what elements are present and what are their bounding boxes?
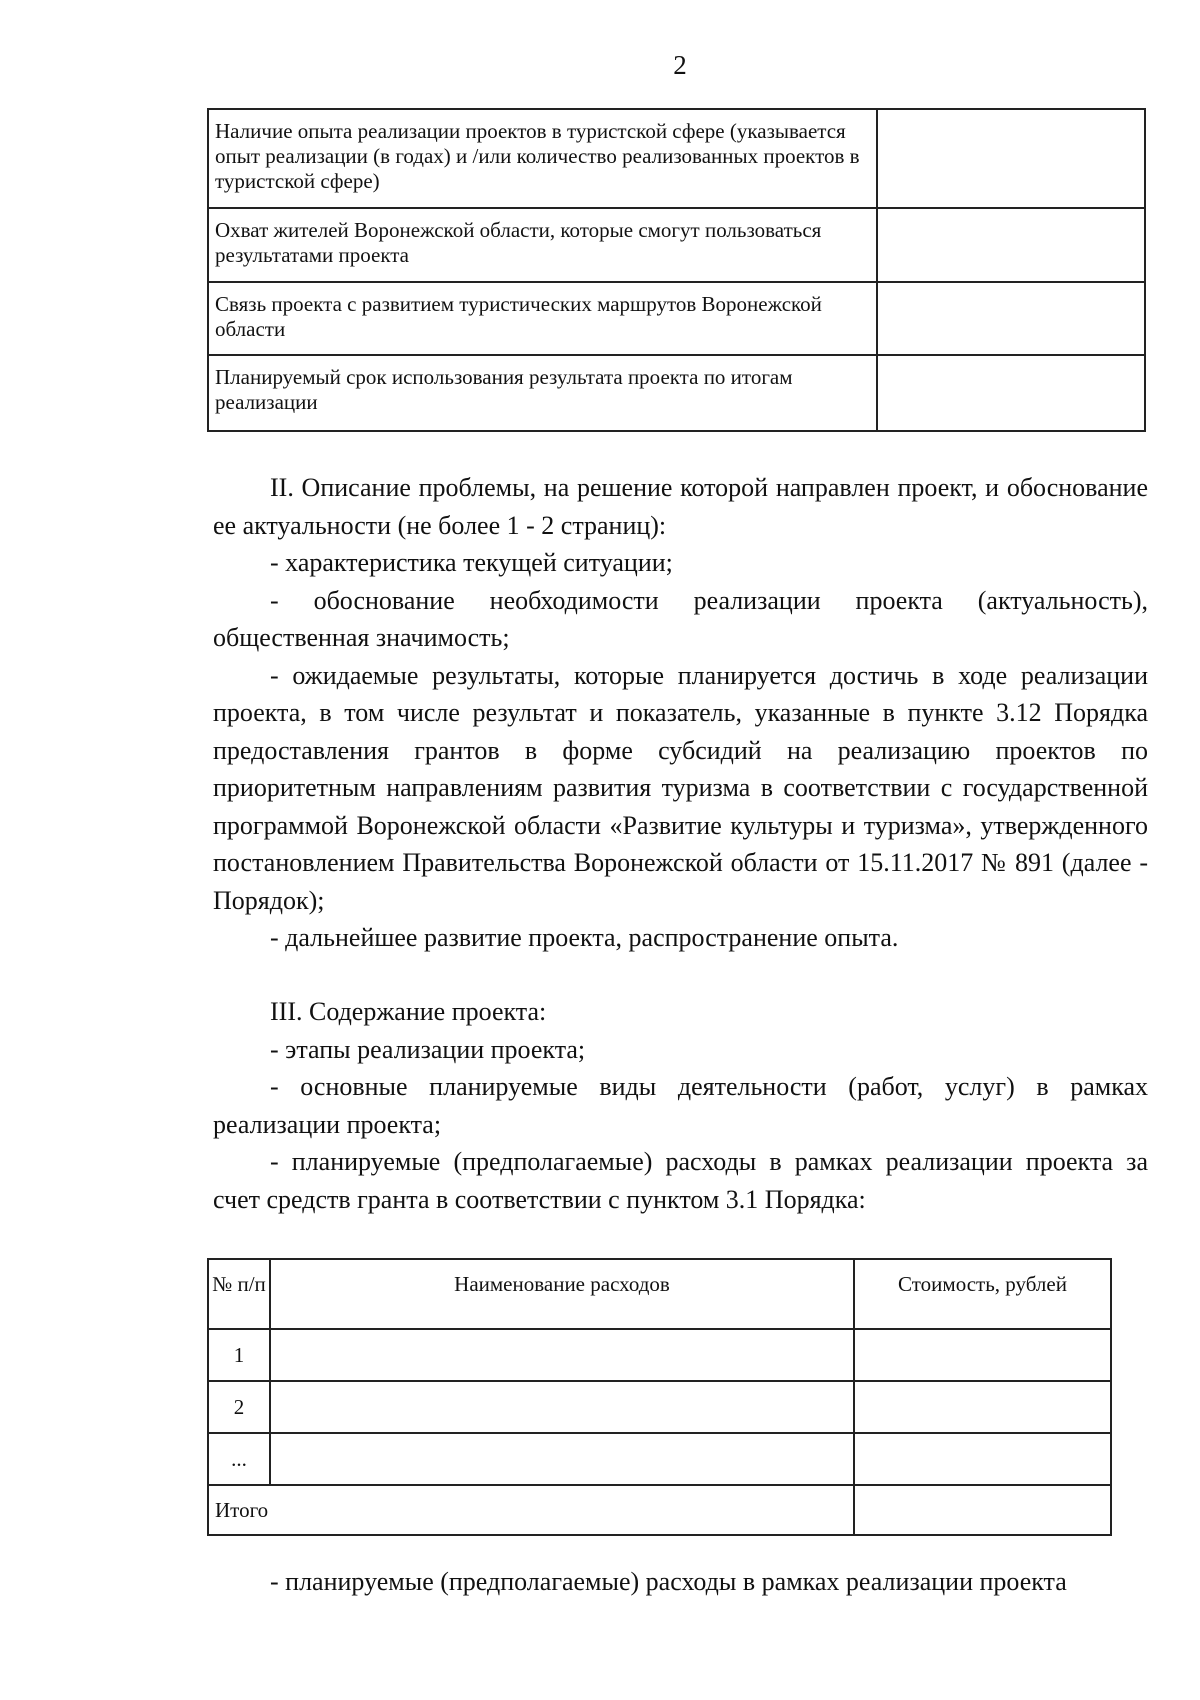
list-item: - ожидаемые результаты, которые планируется достичь в ходе реализации проекта, в том числе результат и показатель, указанные в пункте 3.12 Порядка предоставления грантов в форме субсидий на реализацию проектов по приоритетным направлениям развития туризма в соответствии с государственной программой Воронежской области «Развитие культуры и туризма», утвержденного постановлением Правительства Воронежской области от 15.11.2017 № 891 (далее - Порядок); [213, 660, 1148, 915]
list-item: - этапы реализации проекта; [270, 1034, 586, 1064]
table-row [208, 1433, 1111, 1485]
list-item: - дальнейшее развитие проекта, распространение опыта. [270, 923, 899, 952]
final-text: - планируемые (предполагаемые) расходы в рамках реализации проекта [270, 1567, 1067, 1596]
criteria-label: Связь проекта с развитием туристических маршрутов Воронежской области [208, 282, 877, 355]
section-heading: II. Описание проблемы, на решение которой направлен проект, и обоснование ее актуальности (не более 1 - 2 страниц): [213, 473, 1148, 540]
list-item: - обоснование необходимости реализации проекта (актуальность), общественная значимость; [213, 585, 1148, 652]
page-number: 2 [673, 50, 687, 80]
row-num: 1 [208, 1329, 270, 1381]
criteria-label: Планируемый срок использования результата проекта по итогам реализации [208, 355, 877, 431]
table-row [208, 1381, 1111, 1433]
row-cost [854, 1381, 1111, 1433]
row-cost [854, 1329, 1111, 1381]
expense-table [207, 1258, 1112, 1536]
section-3 [213, 993, 1148, 1218]
row-name [270, 1381, 854, 1433]
list-item: - характеристика текущей ситуации; [270, 548, 673, 577]
criteria-label: Охват жителей Воронежской области, которые смогут пользоваться результатами проекта [208, 208, 877, 282]
row-cost [854, 1433, 1111, 1485]
row-num: ... [208, 1433, 270, 1485]
table-row [208, 208, 1145, 282]
table-row [208, 109, 1145, 208]
criteria-table [207, 108, 1146, 432]
criteria-value [877, 355, 1145, 431]
list-item: - планируемые (предполагаемые) расходы в рамках реализации проекта за счет средств гранта в соответствии с пунктом 3.1 Порядка: [213, 1147, 1148, 1214]
section-heading: III. Содержание проекта: [270, 997, 547, 1026]
table-row [208, 282, 1145, 355]
list-item: - основные планируемые виды деятельности (работ, услуг) в рамках реализации проекта; [213, 1072, 1148, 1139]
table-header-row [208, 1259, 1111, 1329]
header-num: № п/п [208, 1259, 270, 1329]
header-cost: Стоимость, рублей [854, 1259, 1111, 1329]
criteria-value [877, 109, 1145, 208]
row-num: 2 [208, 1381, 270, 1433]
row-name [270, 1433, 854, 1485]
header-name: Наименование расходов [270, 1259, 854, 1329]
criteria-value [877, 208, 1145, 282]
table-row [208, 355, 1145, 431]
total-value [854, 1485, 1111, 1535]
total-label: Итого [208, 1485, 854, 1535]
criteria-value [877, 282, 1145, 355]
criteria-label: Наличие опыта реализации проектов в туристской сфере (указывается опыт реализации (в годах) и /или количество реализованных проектов в туристской сфере) [208, 109, 877, 208]
total-row [208, 1485, 1111, 1535]
section-2 [213, 469, 1148, 957]
table-row [208, 1329, 1111, 1381]
row-name [270, 1329, 854, 1381]
